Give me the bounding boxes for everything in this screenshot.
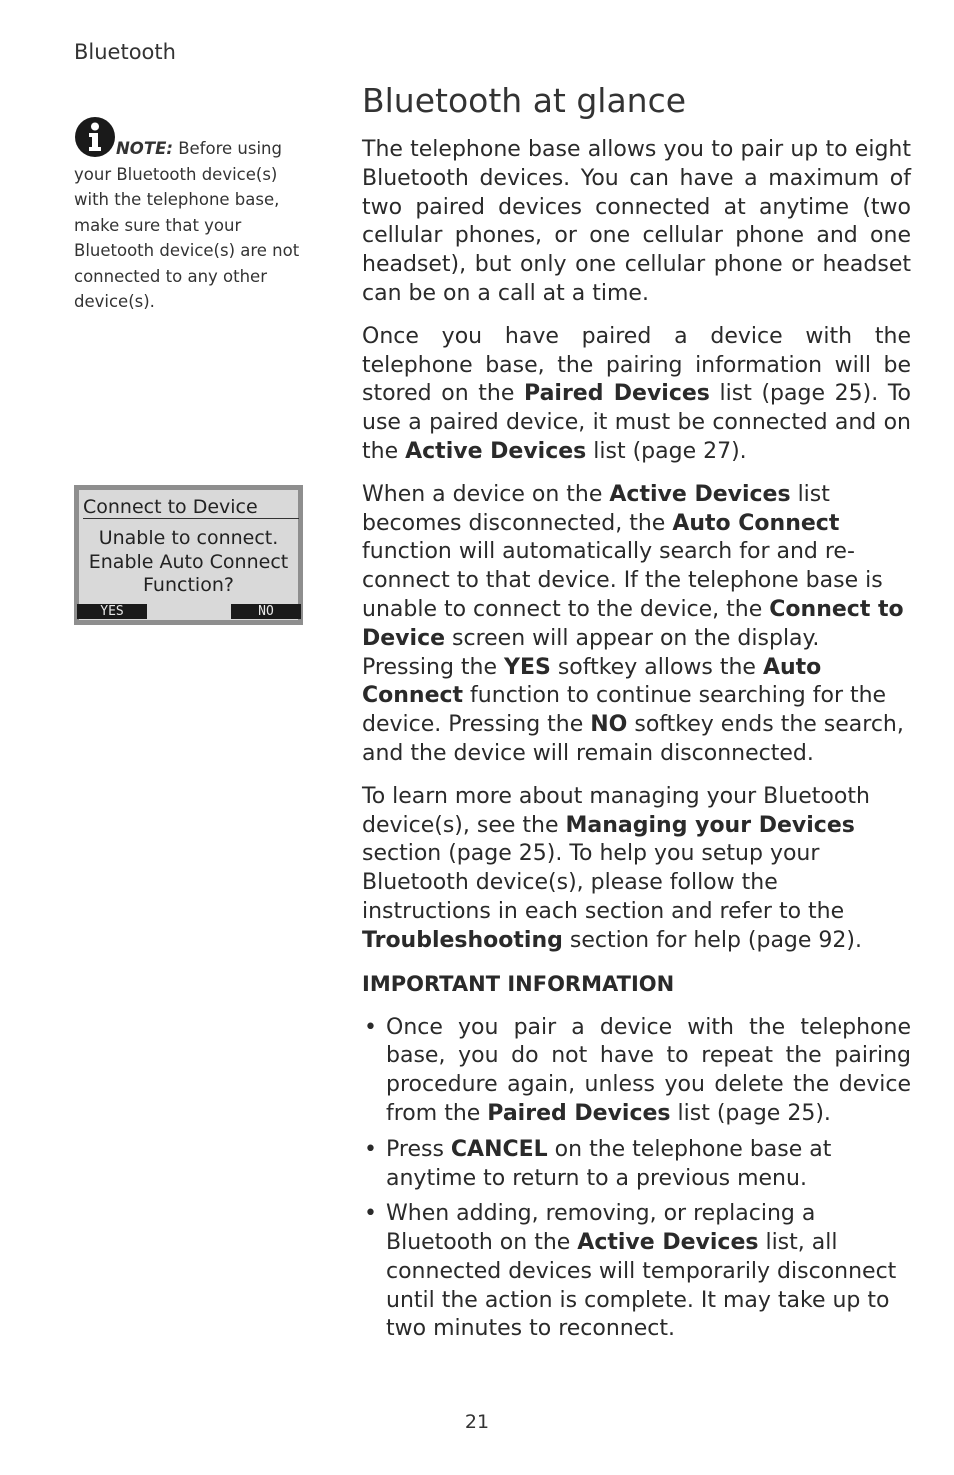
p2-text-a: Once you have paired a device with the telephone base, the pairing information will be stored on the xyxy=(362,323,911,407)
bullet-1-text-a: Once you pair a device with the telephone base, you do not have to repeat the pairing procedure again, unless you delete the device from the xyxy=(386,1014,911,1126)
p2-bold-paired-devices: Paired Devices xyxy=(524,381,710,407)
softkey-no: NO xyxy=(231,604,301,619)
note-first-text: Before using xyxy=(172,139,282,158)
p3-bold-connect-to-device: Connect to Device xyxy=(362,596,904,651)
page-title: Bluetooth at glance xyxy=(362,81,687,120)
section-header: Bluetooth xyxy=(74,40,176,64)
p3-text-d: function will automatically search for and re-connect to that device. If the telephone base is unable to connect to the device, the xyxy=(362,539,883,622)
p2-bold-active-devices: Active Devices xyxy=(405,438,587,464)
bullet-3-bold: Active Devices xyxy=(577,1230,759,1256)
p4-text-d: section for help (page 92). xyxy=(562,927,862,953)
p3-bold-yes: YES xyxy=(504,654,551,680)
paragraph-4 xyxy=(362,783,911,956)
note-box xyxy=(74,116,306,315)
paragraph-3 xyxy=(362,481,911,769)
bullet-2-bold: CANCEL xyxy=(450,1136,548,1162)
p3-text-a: When a device on the xyxy=(362,481,610,507)
bullet-3-text-a: When adding, removing, or replacing a Bluetooth on the xyxy=(386,1201,816,1256)
list-item xyxy=(362,1200,911,1344)
p3-bold-auto-connect-2: Auto Connect xyxy=(362,654,822,709)
list-item xyxy=(362,1014,911,1129)
p4-text-c: section (page 25). To help you setup your Bluetooth device(s), please follow the instructions in each section and refer to the xyxy=(362,841,845,924)
lcd-title: Connect to Device xyxy=(83,496,299,519)
lcd-line-2: Enable Auto Connect xyxy=(88,550,289,573)
p3-text-g: function to continue searching for the device. Pressing the xyxy=(362,683,887,738)
info-icon xyxy=(74,116,116,158)
p2-text-c: list (page 25). To use a paired device, it must be connected and on the xyxy=(362,381,911,464)
p3-text-f: softkey allows the xyxy=(550,654,763,680)
p3-bold-auto-connect: Auto Connect xyxy=(672,510,840,536)
bullet-1-bold: Paired Devices xyxy=(487,1100,671,1126)
bullet-2-text-c: on the telephone base at anytime to return to a previous menu. xyxy=(386,1136,832,1191)
lcd-display xyxy=(79,490,298,620)
p4-bold-troubleshooting: Troubleshooting xyxy=(362,927,563,953)
bullet-1-text-c: list (page 25). xyxy=(670,1100,831,1126)
p3-text-e: screen will appear on the display. Pressing the xyxy=(362,625,820,680)
note-label: NOTE: xyxy=(116,139,173,158)
p3-bold-active-devices: Active Devices xyxy=(609,481,791,507)
important-list xyxy=(362,1014,911,1345)
lcd-screen xyxy=(74,485,303,625)
important-heading: IMPORTANT INFORMATION xyxy=(362,971,675,996)
p4-bold-managing-devices: Managing your Devices xyxy=(565,812,855,838)
p2-text-d: list (page 27). xyxy=(586,438,747,464)
paragraph-1: The telephone base allows you to pair up to eight Bluetooth devices. You can have a maximum of two paired devices connected at anytime (two cellular phones, or one cellular phone and one headset), but only one cellular phone or headset can be on a call at a time. xyxy=(362,137,911,306)
p3-bold-no: NO xyxy=(590,712,628,738)
p3-text-h: softkey ends the search, and the device will remain disconnected. xyxy=(362,712,904,766)
bullet-2-text-a: Press xyxy=(386,1136,451,1162)
note-text: your Bluetooth device(s) with the telephone base, make sure that your Bluetooth device(s) are not connected to any other device(s). xyxy=(74,164,300,311)
main-column xyxy=(362,80,911,1351)
softkey-yes: YES xyxy=(77,604,147,619)
p3-text-c: list becomes disconnected, the xyxy=(362,481,830,536)
paragraph-2 xyxy=(362,323,911,467)
lcd-line-1: Unable to connect. xyxy=(98,527,279,549)
lcd-line-3: Function? xyxy=(143,574,234,596)
p4-text-a: To learn more about managing your Bluetooth device(s), see the xyxy=(362,783,870,838)
lcd-message xyxy=(79,527,298,598)
page-number: 21 xyxy=(464,1411,490,1433)
bullet-3-text-c: list, all connected devices will temporarily disconnect until the action is complete. It may take up to two minutes to reconnect. xyxy=(386,1230,897,1342)
list-item xyxy=(362,1136,911,1194)
